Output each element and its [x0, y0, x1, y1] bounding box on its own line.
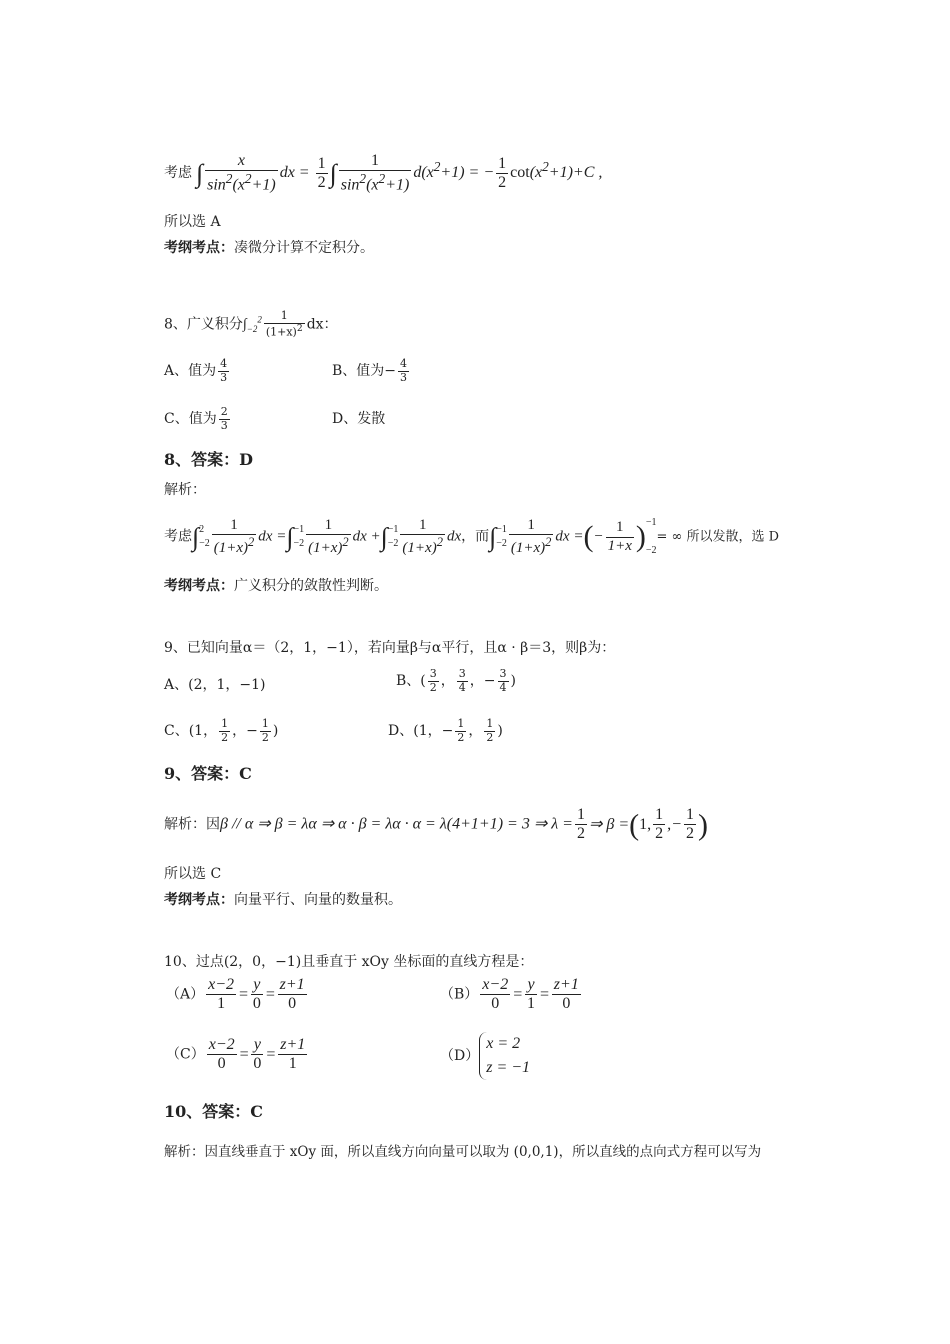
- q8-and: ，而: [461, 528, 490, 545]
- option-label: （B）: [440, 986, 479, 1003]
- kp-label: 考纲考点：: [164, 240, 234, 256]
- q8-option-b: B、值为− $\frac{4}{3}$: [332, 357, 408, 384]
- q10-option-a: （A） $\frac{x-2}{1}$ = $\frac{y}{0}$ = $\frac{z+1}{0}$: [166, 976, 305, 1013]
- q9-option-d: D、(1，− $\frac{1}{2}$ ， $\frac{1}{2}$ ): [388, 717, 503, 744]
- q7-select: 所以选 A: [164, 214, 221, 230]
- q9-answer: 9、答案：C: [164, 764, 252, 783]
- q9-analysis-prefix: 解析：因: [164, 816, 220, 833]
- q9-option-b: B、( $\frac{3}{2}$ ， $\frac{3}{4}$ ，− $\frac{3}{4}$ ): [396, 667, 516, 694]
- option-label: （A）: [166, 986, 205, 1003]
- option-label: D、: [388, 723, 414, 740]
- q8-consider: 考虑: [164, 528, 192, 545]
- q7-consider: 考虑: [164, 165, 192, 182]
- q8-key-point: [164, 578, 388, 595]
- q10-question: 10、过点(2，0，−1)且垂直于 xOy 坐标面的直线方程是：: [164, 954, 534, 970]
- q9-analysis-formula: β // α ⇒ β = λα ⇒ α · β = λα · α = λ(4+1+1) = 3 ⇒ λ =: [220, 815, 573, 833]
- q8-option-a: A、值为 $\frac{4}{3}$: [164, 357, 228, 384]
- q8-answer: 8、答案：D: [164, 450, 254, 469]
- q7-key-point: [164, 240, 374, 257]
- q9-select: 所以选 C: [164, 866, 222, 882]
- option-label: （D）: [440, 1048, 480, 1064]
- q8-question-tail: dx：: [306, 316, 338, 333]
- kp-label: 考纲考点：: [164, 892, 234, 908]
- option-label: B、: [396, 673, 421, 690]
- option-label: （C）: [166, 1046, 205, 1063]
- kp-text: 向量平行、向量的数量积。: [234, 892, 402, 908]
- option-label: C、: [164, 723, 189, 740]
- option-label: A、值为: [164, 363, 217, 380]
- kp-text: 凑微分计算不定积分。: [234, 240, 374, 256]
- q9-key-point: [164, 892, 402, 909]
- q8-analysis-label: 解析：: [164, 482, 206, 498]
- option-label: C、值为: [164, 411, 217, 428]
- q8-analysis-formula: 考虑∫2 −2 $\frac{1}{(1+x)^2}$ dx =∫−1 −2 $\frac{1}{(1+x)^2}$ dx +∫−1 −2 $\frac{1}{(1+x)^2}$ dx，而∫−1 −2 $\frac{1}{(1+x)^2}$ dx =(− $\frac{1}{1+x}$ )−1 −2= ∞ 所以发散，选 D: [164, 516, 780, 556]
- q8-option-d: D、发散: [332, 411, 386, 427]
- q10-analysis: 解析：因直线垂直于 xOy 面，所以直线方向向量可以取为 (0,0,1)，所以直线的点向式方程可以写为: [164, 1144, 762, 1160]
- q9-option-c: C、(1， $\frac{1}{2}$ ，− $\frac{1}{2}$ ): [164, 717, 279, 744]
- option-label: B、值为−: [332, 363, 397, 380]
- q10-option-c: （C） $\frac{x-2}{0}$ = $\frac{y}{0}$ = $\frac{z+1}{1}$: [166, 1036, 306, 1073]
- q10-answer: 10、答案：C: [164, 1102, 264, 1121]
- kp-text: 广义积分的敛散性判断。: [234, 578, 388, 594]
- kp-label: 考纲考点：: [164, 578, 234, 594]
- q9-question: 9、已知向量α＝（2，1，−1），若向量β与α平行，且α · β＝3，则β为：: [164, 640, 616, 656]
- q7-formula-line: 考虑 ∫ $\frac{x}{\sin^2(x^2+1)}$ dx = $\frac{1}{2}$ ∫ $\frac{1}{\sin^2(x^2+1)}$ $d(x^2+1)$ = − $\frac{1}{2}$ $\cot(x^2+1)+C$ ,: [164, 152, 603, 194]
- q9-option-a: A、(2，1，−1): [164, 677, 266, 693]
- q8-question-text: 8、广义积分: [164, 316, 243, 333]
- q8-question: 8、广义积分$\int_{-2}^2$ $\frac{1}{(1+x)^2}$ dx：: [164, 309, 338, 339]
- q8-conclusion: = ∞ 所以发散，选 D: [656, 529, 780, 545]
- q10-option-d: （D） x = 2 z = −1: [440, 1032, 530, 1080]
- q8-option-c: C、值为 $\frac{2}{3}$: [164, 405, 228, 432]
- q9-analysis: 解析：因β // α ⇒ β = λα ⇒ α · β = λα · α = λ(4+1+1) = 3 ⇒ λ = $\frac{1}{2}$ ⇒ β =(1, $\frac{1}{2}$ ,− $\frac{1}{2}$ ): [164, 806, 708, 843]
- q10-option-b: （B） $\frac{x-2}{0}$ = $\frac{y}{1}$ = $\frac{z+1}{0}$: [440, 976, 579, 1013]
